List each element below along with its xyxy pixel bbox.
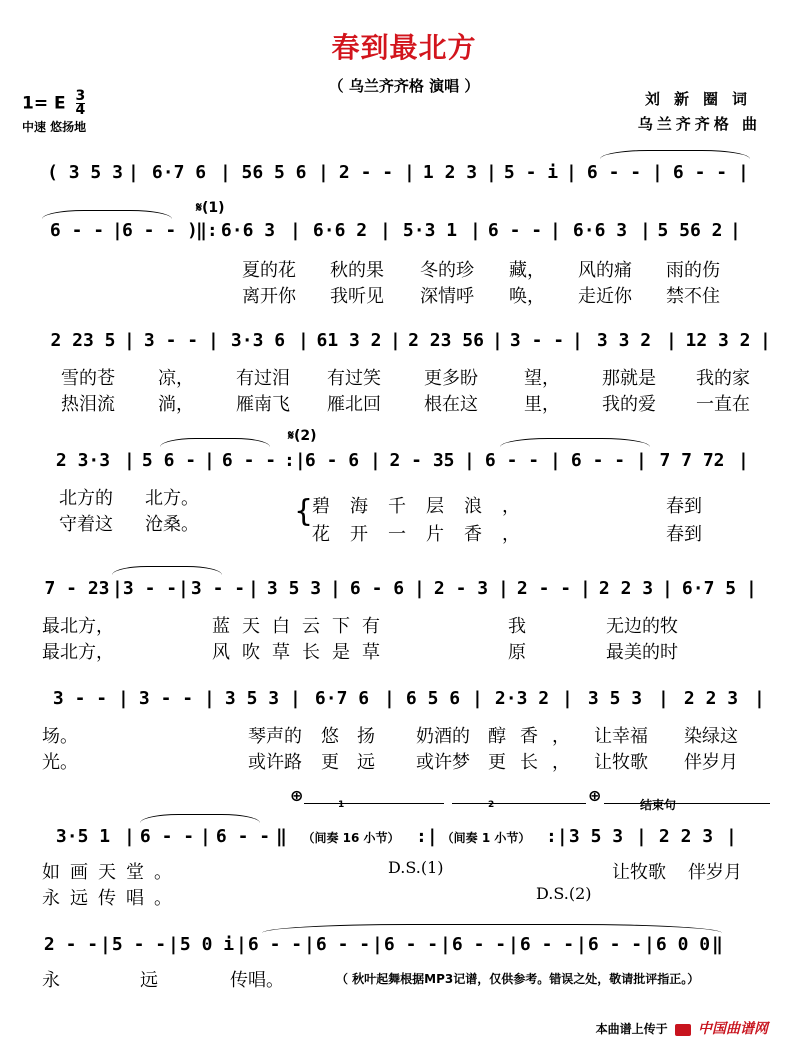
lyrics-row-2-verse-1: 夏的花 秋的果 冬的珍 藏， 风的痛 雨的伤 <box>242 260 720 281</box>
measure: 7 - 23 <box>44 578 110 599</box>
notation-row-1: ( 3 5 3 | 6·7 6 | 56 5 6 | 2 - - | 1 2 3 | 5 - i | 6 - - | 6 - - | <box>42 162 770 183</box>
measure: 5 56 2 <box>657 220 723 241</box>
measure: 3·5 1 <box>55 826 111 847</box>
measure: 6 - - <box>519 934 575 955</box>
lyrics-row-5-verse-1: 最北方， 蓝天白云下有 我 无边的牧 <box>42 616 678 637</box>
lyrics-row-4b-verse-2: 花开一片香， <box>312 524 540 545</box>
measure: 3 - - <box>143 330 199 351</box>
time-bottom: 4 <box>75 102 86 118</box>
measure: 1 2 3 <box>422 162 478 183</box>
measure: 12 3 2 <box>685 330 751 351</box>
measure: 3·3 6 <box>230 330 286 351</box>
measure: 6·6 3 <box>220 220 276 241</box>
measure: 6·6 2 <box>312 220 368 241</box>
measure: 6 5 6 <box>405 688 461 709</box>
tie <box>500 438 650 447</box>
tie <box>262 924 722 933</box>
measure: 6·7 6 <box>314 688 370 709</box>
measure: 3 5 3 <box>568 826 624 847</box>
measure: 6 - - <box>215 826 271 847</box>
measure: 6 - - <box>586 162 642 183</box>
notation-row-6: 3 - - | 3 - - | 3 5 3 | 6·7 6 | 6 5 6 | 2·3 2 | 3 5 3 | 2 2 3 | <box>42 688 770 709</box>
measure: 6 - - <box>221 450 277 471</box>
tempo-marking: 中速 悠扬地 <box>22 120 87 134</box>
interlude-16: （间奏 16 小节） <box>302 831 400 845</box>
coda-sign: ⊕ <box>290 786 304 805</box>
measure: 3 - - <box>190 578 246 599</box>
volta-2-label: 2 <box>488 800 495 810</box>
volta-1-label: 1 <box>338 800 345 810</box>
lyrics-row-3-verse-1: 雪的苍 凉， 有过泪 有过笑 更多盼 望， 那就是 我的家 <box>61 368 750 389</box>
verse-brace: { <box>294 494 314 529</box>
measure: 2 3·3 <box>55 450 111 471</box>
interlude-1: （间奏 1 小节） <box>441 831 531 845</box>
ds-1: D.S.(1) <box>388 858 444 877</box>
measure: 2 - - <box>43 934 99 955</box>
measure: 6 - - <box>484 450 540 471</box>
measure: 6·7 6 <box>151 162 207 183</box>
measure: 7 7 72 <box>659 450 725 471</box>
notation-row-4: 2 3·3 | 5 6 - | 6 - - :|6 - 6 | 2 - 35 | 6 - - | 6 - - | 7 7 72 | <box>42 450 770 471</box>
footer-brand: 中国曲谱网 <box>698 1021 768 1037</box>
lyrics-row-7-verse-2: 永远传唱。 <box>42 888 182 909</box>
measure: 6 - - <box>451 934 507 955</box>
segno-1: 𝄋(1) <box>196 200 225 216</box>
measure: 2·3 2 <box>494 688 550 709</box>
lyrics-row-6-verse-1: 场。 琴声的 悠扬 奶酒的 醇香， 让幸福 染绿这 <box>42 726 738 747</box>
lyrics-row-4c-verse-1: 春到 <box>666 496 702 517</box>
measure: 2 2 3 <box>683 688 739 709</box>
notation-row-7: 3·5 1 | 6 - - | 6 - - ‖ （间奏 16 小节） :| （间奏 1 小节） :|3 5 3 | 2 2 3 | <box>42 826 770 847</box>
lyrics-row-7-end-a: 让牧歌 <box>612 862 666 883</box>
ending-label: 结束句 <box>640 798 677 812</box>
measure: 6 - - <box>570 450 626 471</box>
key-label: 1= E <box>22 93 66 114</box>
measure: 2 - 3 <box>433 578 489 599</box>
lyrics-row-8: 永 远 传唱。 <box>42 970 284 991</box>
footer <box>596 1018 768 1038</box>
measure: 6 - - <box>247 934 303 955</box>
measure: 3 - - <box>122 578 178 599</box>
measure: 2 23 56 <box>408 330 484 351</box>
site-logo-icon <box>675 1024 691 1036</box>
measure: 6 - - <box>315 934 371 955</box>
measure: 5·3 1 <box>402 220 458 241</box>
measure: 2 - 35 <box>389 450 455 471</box>
time-top: 3 <box>75 88 86 104</box>
measure: 6 - - ) <box>122 220 198 241</box>
measure: 2 - - <box>516 578 572 599</box>
tie <box>140 814 260 823</box>
measure: 3 - - <box>138 688 194 709</box>
measure: 3 3 2 <box>596 330 652 351</box>
lyrics-row-7-end-b: 伴岁月 <box>688 862 742 883</box>
measure: 2 2 3 <box>658 826 714 847</box>
volta-bracket-2 <box>452 803 586 804</box>
measure: 3 - - <box>52 688 108 709</box>
measure: 6 - 6 <box>304 450 360 471</box>
lyrics-row-6-verse-2: 光。 或许路 更远 或许梦 更长， 让牧歌 伴岁月 <box>42 752 738 773</box>
lyrics-row-4-verse-2: 守着这 沧桑。 <box>59 514 199 535</box>
measure: 6 - - <box>672 162 728 183</box>
tie <box>160 438 270 447</box>
measure: 3 - - <box>509 330 565 351</box>
notation-row-5: 7 - 23 |3 - -| 3 - - | 3 5 3 | 6 - 6 | 2 - 3 | 2 - - | 2 2 3 | 6·7 5 | <box>42 578 770 599</box>
measure: 5 - - <box>111 934 167 955</box>
measure: 3 5 3 <box>224 688 280 709</box>
volta-bracket-1 <box>304 803 444 804</box>
measure: 5 6 - <box>141 450 197 471</box>
lyrics-row-7-verse-1: 如画天堂。 <box>42 862 182 883</box>
notation-row-2: 6 - - |6 - - )‖: 6·6 3 | 6·6 2 | 5·3 1 | 6 - - | 6·6 3 | 5 56 2 | <box>42 220 770 241</box>
transcriber-note: （ 秋叶起舞根据MP3记谱，仅供参考。错误之处，敬请批评指正。） <box>336 972 700 986</box>
footer-text: 本曲谱上传于 <box>595 1022 668 1036</box>
key-signature <box>22 90 85 117</box>
tie <box>600 150 750 159</box>
lyricist-credit: 刘新圈词 <box>644 90 761 108</box>
lyrics-row-3-verse-2: 热泪流 淌， 雁南飞 雁北回 根在这 里， 我的爱 一直在 <box>61 394 750 415</box>
lyrics-row-4c-verse-2: 春到 <box>666 524 702 545</box>
measure: 6 - - <box>383 934 439 955</box>
measure: ( 3 5 3 <box>47 162 123 183</box>
measure: 5 0 i <box>179 934 235 955</box>
notation-row-8: 2 - - |5 - - |5 0 i |6 - - |6 - - |6 - - |6 - - |6 - - |6 - - |6 0 0 ‖ <box>43 934 723 955</box>
measure: 2 23 5 <box>50 330 116 351</box>
notation-row-3: 2 23 5 | 3 - - | 3·3 6 | 61 3 2 | 2 23 56 | 3 - - | 3 3 2 | 12 3 2 | <box>42 330 770 351</box>
measure: 6 - 6 <box>349 578 405 599</box>
tie <box>42 210 172 219</box>
measure: 2 - - <box>338 162 394 183</box>
time-signature <box>76 90 86 117</box>
measure: 6 0 0 <box>655 934 711 955</box>
measure: 5 - i <box>503 162 559 183</box>
singer-subtitle: （ 乌兰齐齐格 演唱 ） <box>328 77 480 95</box>
ds-2: D.S.(2) <box>536 884 592 903</box>
measure: 56 5 6 <box>241 162 307 183</box>
lyrics-row-4-verse-1: 北方的 北方。 <box>59 488 199 509</box>
lyrics-row-4b-verse-1: 碧海千层浪， <box>312 496 540 517</box>
song-title: 春到最北方 <box>331 31 477 64</box>
coda-sign-2: ⊕ <box>588 786 602 805</box>
measure: 6·6 3 <box>572 220 628 241</box>
measure: 3 5 3 <box>587 688 643 709</box>
composer-credit: 乌兰齐齐格 曲 <box>637 115 761 133</box>
measure: 2 2 3 <box>598 578 654 599</box>
measure: 3 5 3 <box>266 578 322 599</box>
measure: 6 - - <box>49 220 105 241</box>
ending-bracket <box>604 803 770 804</box>
measure: 6 - - <box>487 220 543 241</box>
segno-2: 𝄋(2) <box>288 428 317 444</box>
measure: 6 - - <box>587 934 643 955</box>
measure: 6·7 5 <box>681 578 737 599</box>
lyrics-row-5-verse-2: 最北方， 风吹草长是草 原 最美的时 <box>42 642 678 663</box>
tie <box>112 566 222 575</box>
lyrics-row-2-verse-2: 离开你 我听见 深情呼 唤， 走近你 禁不住 <box>242 286 720 307</box>
measure: 6 - - <box>139 826 195 847</box>
measure: 61 3 2 <box>316 330 382 351</box>
